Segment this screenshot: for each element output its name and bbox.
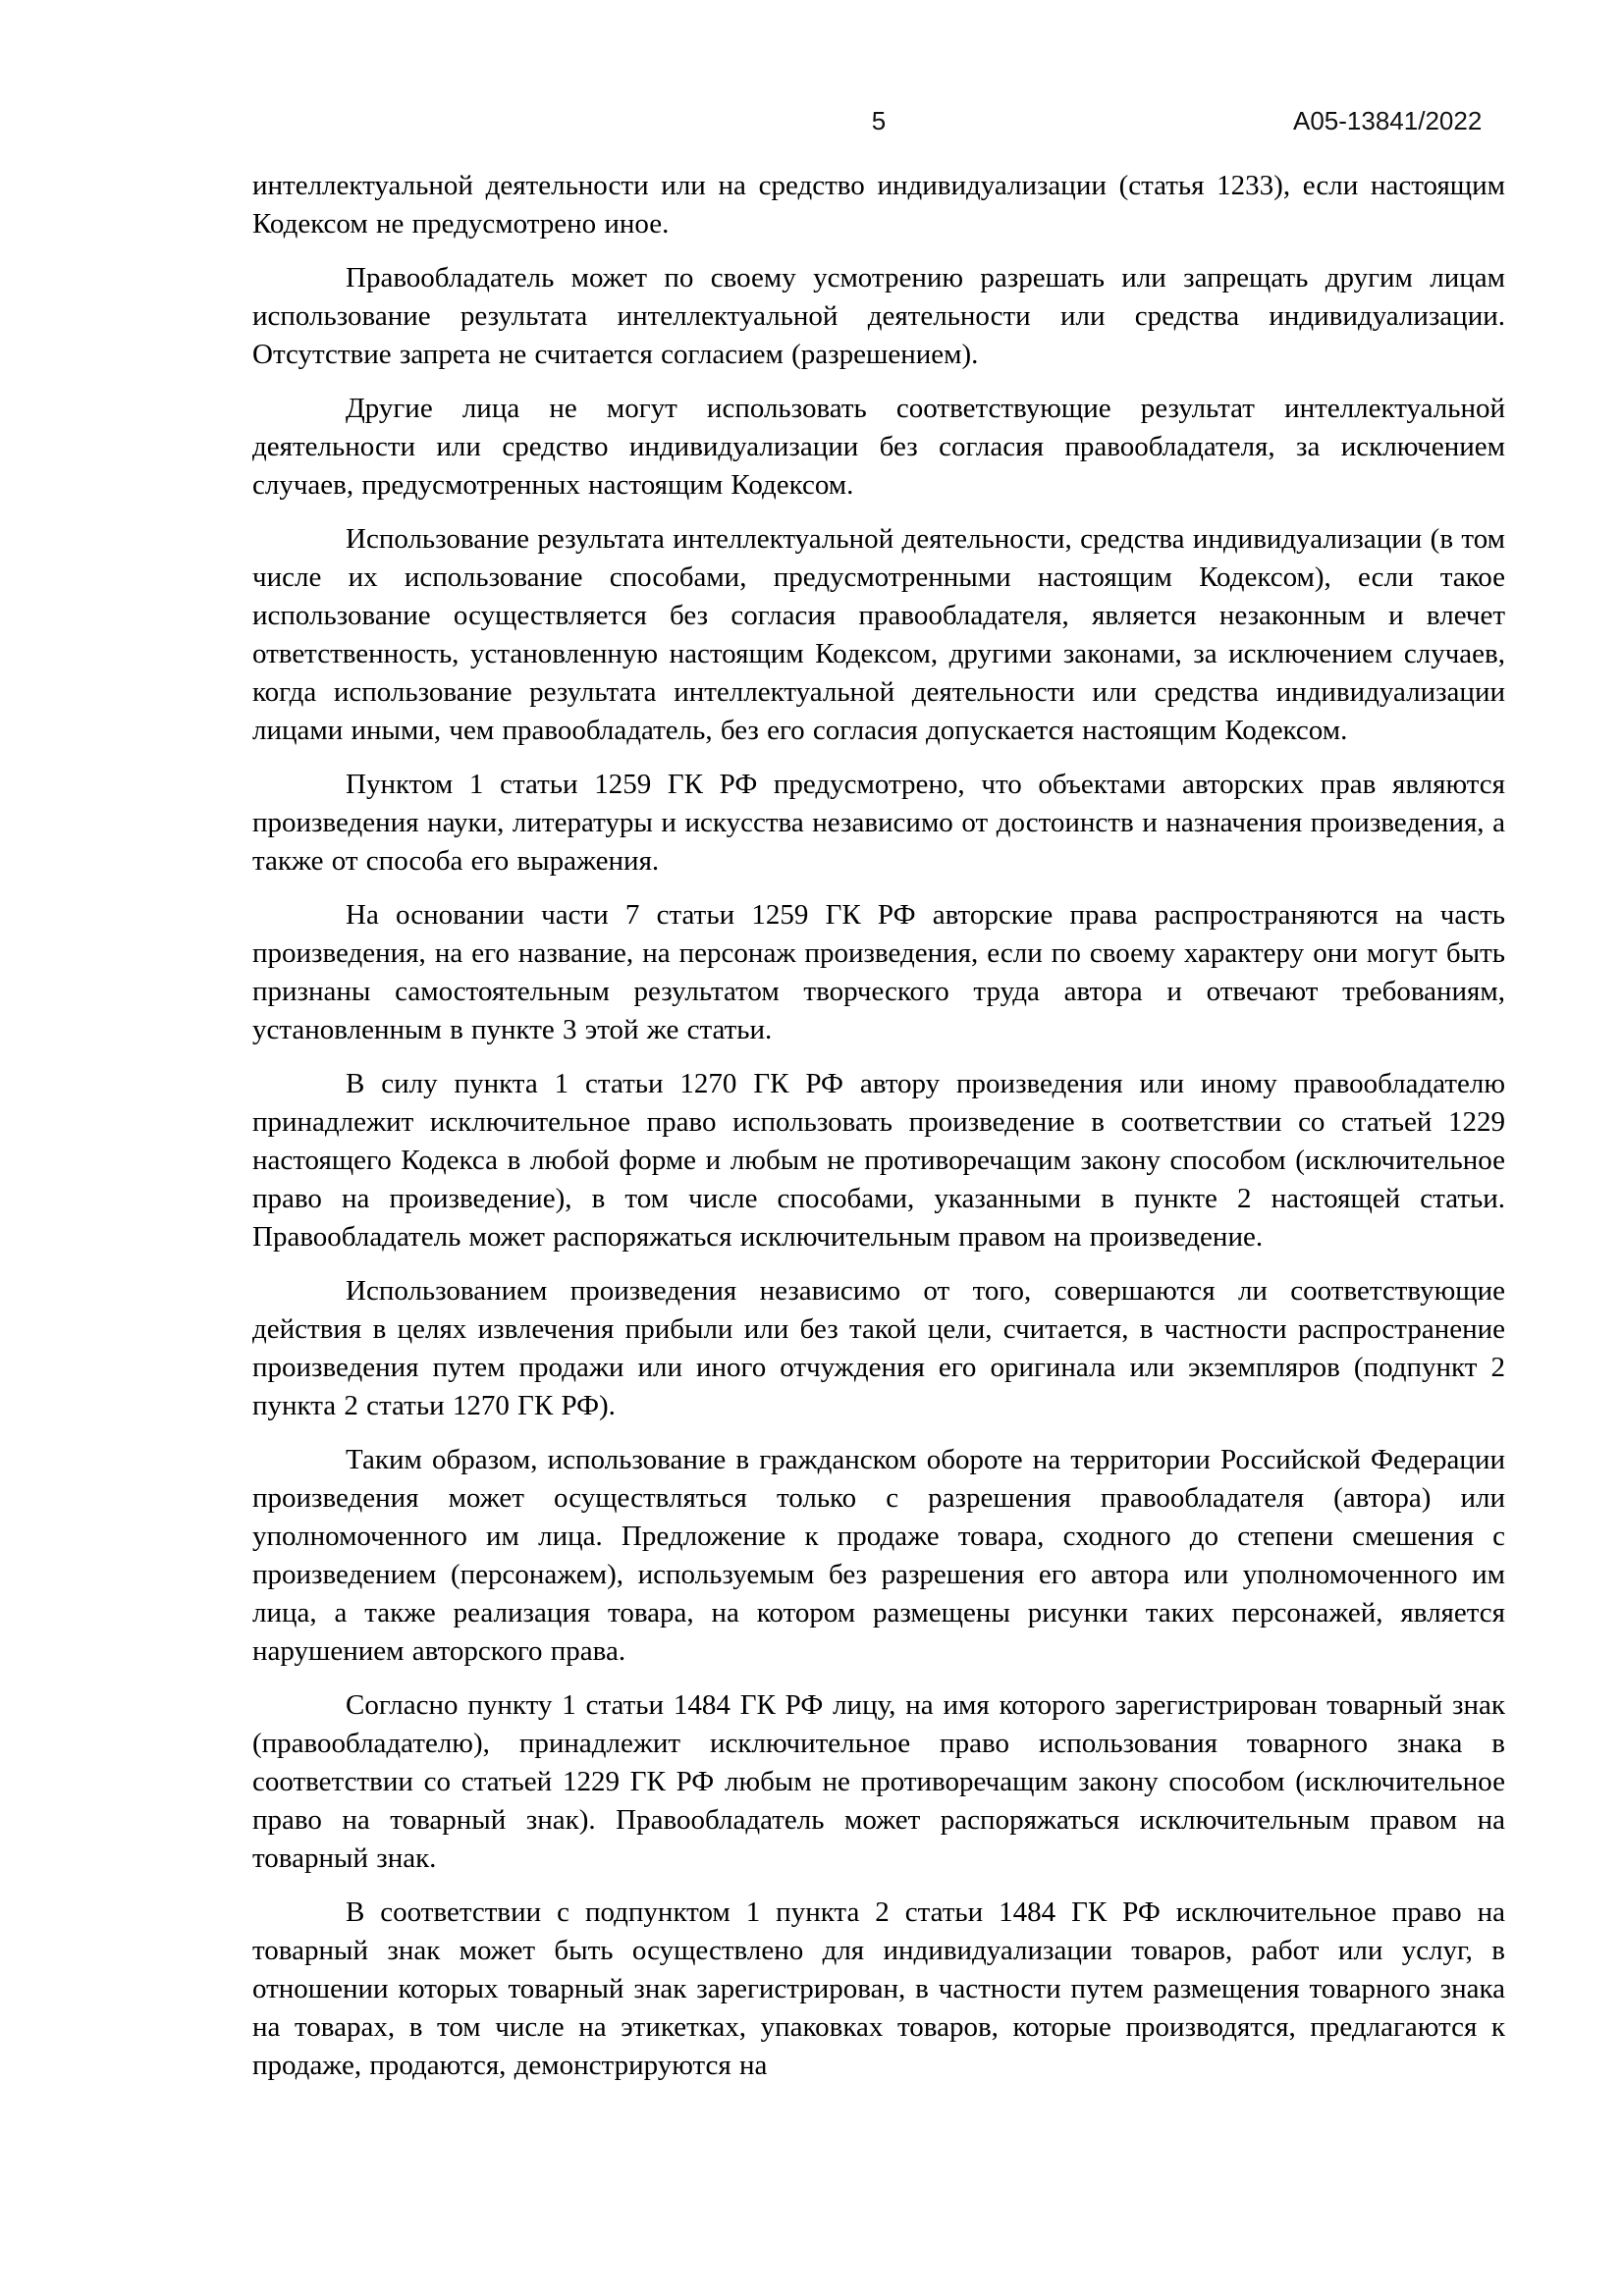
paragraph: Таким образом, использование в гражданском обороте на территории Российской Федерации произведения может осуществляться только с разрешения правообладателя (автора) или уполномоченного им лица. Предложение к продаже товара, сходного до степени смешения с произведением (персонажем), используемым без разрешения его автора или уполномоченного им лица, а также реализация товара, на котором размещены рисунки таких персонажей, является нарушением авторского права. <box>252 1444 1505 1667</box>
paragraph: В соответствии с подпунктом 1 пункта 2 статьи 1484 ГК РФ исключительное право на товарный знак может быть осуществлено для индивидуализации товаров, работ или услуг, в отношении которых товарный знак зарегистрирован, в частности путем размещения товарного знака на товарах, в том числе на этикетках, упаковках товаров, которые производятся, предлагаются к продаже, продаются, демонстрируются на <box>252 1896 1505 2081</box>
paragraph: Использованием произведения независимо от того, совершаются ли соответствующие действия в целях извлечения прибыли или без такой цели, считается, в частности распространение произведения путем продажи или иного отчуждения его оригинала или экземпляров (подпункт 2 пункта 2 статьи 1270 ГК РФ). <box>252 1275 1505 1421</box>
paragraph: Использование результата интеллектуальной деятельности, средства индивидуализации (в том числе их использование способами, предусмотренными настоящим Кодексом), если такое использование осуществляется без согласия правообладателя, является незаконным и влечет ответственность, установленную настоящим Кодексом, другими законами, за исключением случаев, когда использование результата интеллектуальной деятельности или средства индивидуализации лицами иными, чем правообладатель, без его согласия допускается настоящим Кодексом. <box>252 523 1505 746</box>
paragraph: Пунктом 1 статьи 1259 ГК РФ предусмотрено, что объектами авторских прав являются произведения науки, литературы и искусства независимо от достоинств и назначения произведения, а также от способа его выражения. <box>252 769 1505 877</box>
case-number: А05-13841/2022 <box>1293 106 1483 135</box>
paragraph: интеллектуальной деятельности или на средство индивидуализации (статья 1233), если настоящим Кодексом не предусмотрено иное. <box>252 170 1505 240</box>
page-number: 5 <box>871 106 887 135</box>
paragraph: Согласно пункту 1 статьи 1484 ГК РФ лицу, на имя которого зарегистрирован товарный знак (правообладателю), принадлежит исключительное право использования товарного знака в соответствии со статьей 1229 ГК РФ любым не противоречащим закону способом (исключительное право на товарный знак). Правообладатель может распоряжаться исключительным правом на товарный знак. <box>252 1689 1505 1874</box>
paragraph: В силу пункта 1 статьи 1270 ГК РФ автору произведения или иному правообладателю принадлежит исключительное право использовать произведение в соответствии со статьей 1229 настоящего Кодекса в любой форме и любым не противоречащим закону способом (исключительное право на произведение), в том числе способами, указанными в пункте 2 настоящей статьи. Правообладатель может распоряжаться исключительным правом на произведение. <box>252 1068 1505 1253</box>
paragraph: Другие лица не могут использовать соответствующие результат интеллектуальной деятельности или средство индивидуализации без согласия правообладателя, за исключением случаев, предусмотренных настоящим Кодексом. <box>252 393 1505 501</box>
paragraph: Правообладатель может по своему усмотрению разрешать или запрещать другим лицам использование результата интеллектуальной деятельности или средства индивидуализации. Отсутствие запрета не считается согласием (разрешением). <box>252 262 1505 370</box>
page-header <box>0 106 1623 139</box>
document-body <box>252 167 1505 2101</box>
paragraph: На основании части 7 статьи 1259 ГК РФ авторские права распространяются на часть произведения, на его название, на персонаж произведения, если по своему характеру они могут быть признаны самостоятельным результатом творческого труда автора и отвечают требованиям, установленным в пункте 3 этой же статьи. <box>252 899 1505 1045</box>
